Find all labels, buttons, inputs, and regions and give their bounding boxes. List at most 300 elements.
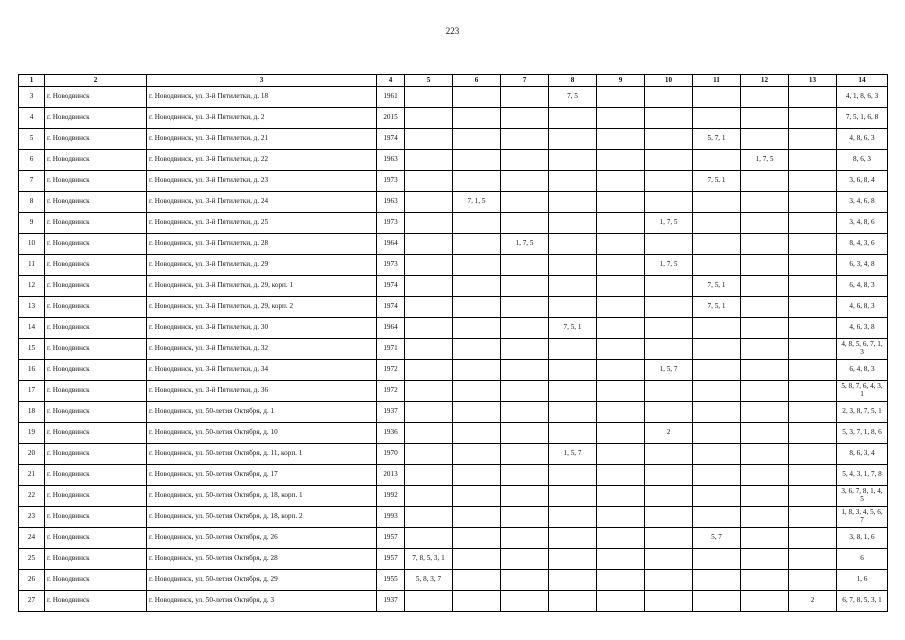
col10-cell xyxy=(645,318,693,339)
col9-cell xyxy=(597,192,645,213)
page-number: 223 xyxy=(445,26,460,36)
address-cell: г. Новодвинск, ул. 50-летия Октября, д. 26 xyxy=(147,528,377,549)
col12-cell xyxy=(741,528,789,549)
col8-cell xyxy=(549,381,597,402)
col8-cell: 7, 5 xyxy=(549,87,597,108)
col9-cell xyxy=(597,234,645,255)
col5-cell xyxy=(405,192,453,213)
col13-cell xyxy=(789,528,837,549)
col6-cell xyxy=(453,486,501,507)
table-row xyxy=(19,486,888,507)
row-number: 22 xyxy=(19,486,45,507)
col6-cell xyxy=(453,549,501,570)
col11-cell xyxy=(693,234,741,255)
row-number: 7 xyxy=(19,171,45,192)
col11-cell xyxy=(693,486,741,507)
table-row xyxy=(19,360,888,381)
col6-cell xyxy=(453,423,501,444)
address-cell: г. Новодвинск, ул. 3-й Пятилетки, д. 36 xyxy=(147,381,377,402)
col9-cell xyxy=(597,339,645,360)
settlement-cell: г. Новодвинск xyxy=(45,381,147,402)
table-row xyxy=(19,381,888,402)
address-cell: г. Новодвинск, ул. 50-летия Октября, д. 28 xyxy=(147,549,377,570)
address-cell: г. Новодвинск, ул. 3-й Пятилетки, д. 30 xyxy=(147,318,377,339)
col13-cell xyxy=(789,87,837,108)
col11-cell xyxy=(693,381,741,402)
address-cell: г. Новодвинск, ул. 3-й Пятилетки, д. 23 xyxy=(147,171,377,192)
year-cell: 1992 xyxy=(377,486,405,507)
col14-cell: 7, 5, 1, 6, 8 xyxy=(837,108,888,129)
address-cell: г. Новодвинск, ул. 50-летия Октября, д. 17 xyxy=(147,465,377,486)
col10-cell xyxy=(645,444,693,465)
col7-cell xyxy=(501,150,549,171)
row-number: 25 xyxy=(19,549,45,570)
column-header: 5 xyxy=(405,75,453,87)
row-number: 5 xyxy=(19,129,45,150)
col8-cell xyxy=(549,213,597,234)
table-row xyxy=(19,297,888,318)
row-number: 3 xyxy=(19,87,45,108)
col12-cell: 1, 7, 5 xyxy=(741,150,789,171)
col13-cell xyxy=(789,108,837,129)
row-number: 14 xyxy=(19,318,45,339)
address-cell: г. Новодвинск, ул. 50-летия Октября, д. 29 xyxy=(147,570,377,591)
col9-cell xyxy=(597,318,645,339)
col10-cell xyxy=(645,570,693,591)
row-number: 12 xyxy=(19,276,45,297)
col5-cell xyxy=(405,528,453,549)
col13-cell xyxy=(789,213,837,234)
col6-cell xyxy=(453,570,501,591)
col9-cell xyxy=(597,465,645,486)
table-row xyxy=(19,444,888,465)
col11-cell xyxy=(693,339,741,360)
col13-cell xyxy=(789,129,837,150)
col9-cell xyxy=(597,507,645,528)
column-header: 4 xyxy=(377,75,405,87)
row-number: 13 xyxy=(19,297,45,318)
col10-cell xyxy=(645,591,693,612)
col11-cell xyxy=(693,465,741,486)
col6-cell xyxy=(453,297,501,318)
col13-cell xyxy=(789,423,837,444)
col5-cell xyxy=(405,213,453,234)
col7-cell xyxy=(501,402,549,423)
col9-cell xyxy=(597,528,645,549)
column-header: 6 xyxy=(453,75,501,87)
col10-cell xyxy=(645,150,693,171)
year-cell: 1961 xyxy=(377,87,405,108)
col8-cell xyxy=(549,570,597,591)
col14-cell: 4, 8, 6, 3 xyxy=(837,129,888,150)
col9-cell xyxy=(597,402,645,423)
col14-cell: 3, 6, 8, 4 xyxy=(837,171,888,192)
col7-cell xyxy=(501,87,549,108)
table-row xyxy=(19,171,888,192)
address-cell: г. Новодвинск, ул. 3-й Пятилетки, д. 2 xyxy=(147,108,377,129)
col11-cell xyxy=(693,255,741,276)
year-cell: 1974 xyxy=(377,129,405,150)
table-row xyxy=(19,150,888,171)
col5-cell xyxy=(405,465,453,486)
col13-cell xyxy=(789,570,837,591)
address-cell: г. Новодвинск, ул. 50-летия Октября, д. 10 xyxy=(147,423,377,444)
col5-cell xyxy=(405,150,453,171)
col14-cell: 3, 8, 1, 6 xyxy=(837,528,888,549)
settlement-cell: г. Новодвинск xyxy=(45,276,147,297)
col11-cell xyxy=(693,87,741,108)
col5-cell xyxy=(405,360,453,381)
row-number: 26 xyxy=(19,570,45,591)
col6-cell xyxy=(453,87,501,108)
col6-cell xyxy=(453,276,501,297)
table-row xyxy=(19,507,888,528)
col9-cell xyxy=(597,276,645,297)
col10-cell: 2 xyxy=(645,423,693,444)
year-cell: 1972 xyxy=(377,381,405,402)
col11-cell xyxy=(693,423,741,444)
settlement-cell: г. Новодвинск xyxy=(45,465,147,486)
col14-cell: 6 xyxy=(837,549,888,570)
settlement-cell: г. Новодвинск xyxy=(45,87,147,108)
col9-cell xyxy=(597,570,645,591)
year-cell: 1937 xyxy=(377,402,405,423)
col10-cell xyxy=(645,234,693,255)
year-cell: 1957 xyxy=(377,549,405,570)
col9-cell xyxy=(597,108,645,129)
col12-cell xyxy=(741,339,789,360)
col9-cell xyxy=(597,297,645,318)
col9-cell xyxy=(597,486,645,507)
row-number: 24 xyxy=(19,528,45,549)
col5-cell xyxy=(405,129,453,150)
col9-cell xyxy=(597,423,645,444)
col5-cell xyxy=(405,171,453,192)
year-cell: 1973 xyxy=(377,255,405,276)
table-row xyxy=(19,108,888,129)
col10-cell xyxy=(645,108,693,129)
col13-cell: 2 xyxy=(789,591,837,612)
col12-cell xyxy=(741,108,789,129)
col13-cell xyxy=(789,381,837,402)
col13-cell xyxy=(789,360,837,381)
col11-cell: 5, 7 xyxy=(693,528,741,549)
col11-cell xyxy=(693,213,741,234)
col10-cell: 1, 7, 5 xyxy=(645,255,693,276)
col8-cell xyxy=(549,234,597,255)
col14-cell: 3, 6, 7, 8, 1, 4, 5 xyxy=(837,486,888,507)
col9-cell xyxy=(597,360,645,381)
col13-cell xyxy=(789,318,837,339)
col5-cell xyxy=(405,297,453,318)
col8-cell xyxy=(549,423,597,444)
col10-cell xyxy=(645,465,693,486)
column-header: 7 xyxy=(501,75,549,87)
col11-cell xyxy=(693,444,741,465)
col14-cell: 1, 6 xyxy=(837,570,888,591)
col6-cell xyxy=(453,213,501,234)
column-header: 14 xyxy=(837,75,888,87)
year-cell: 1972 xyxy=(377,360,405,381)
col5-cell: 5, 8, 3, 7 xyxy=(405,570,453,591)
col11-cell xyxy=(693,318,741,339)
table-row xyxy=(19,87,888,108)
col7-cell xyxy=(501,339,549,360)
table-row xyxy=(19,423,888,444)
col13-cell xyxy=(789,192,837,213)
year-cell: 2013 xyxy=(377,465,405,486)
row-number: 9 xyxy=(19,213,45,234)
col14-cell: 6, 7, 8, 5, 3, 1 xyxy=(837,591,888,612)
col12-cell xyxy=(741,402,789,423)
col7-cell xyxy=(501,360,549,381)
col6-cell xyxy=(453,150,501,171)
col14-cell: 6, 4, 8, 3 xyxy=(837,276,888,297)
col11-cell xyxy=(693,570,741,591)
col8-cell xyxy=(549,297,597,318)
col7-cell xyxy=(501,255,549,276)
col7-cell xyxy=(501,381,549,402)
col7-cell xyxy=(501,192,549,213)
year-cell: 1973 xyxy=(377,171,405,192)
settlement-cell: г. Новодвинск xyxy=(45,129,147,150)
col10-cell xyxy=(645,171,693,192)
col10-cell xyxy=(645,297,693,318)
address-cell: г. Новодвинск, ул. 3-й Пятилетки, д. 34 xyxy=(147,360,377,381)
row-number: 10 xyxy=(19,234,45,255)
col12-cell xyxy=(741,129,789,150)
col8-cell xyxy=(549,171,597,192)
year-cell: 1963 xyxy=(377,150,405,171)
col12-cell xyxy=(741,444,789,465)
row-number: 21 xyxy=(19,465,45,486)
settlement-cell: г. Новодвинск xyxy=(45,339,147,360)
row-number: 27 xyxy=(19,591,45,612)
col7-cell xyxy=(501,297,549,318)
settlement-cell: г. Новодвинск xyxy=(45,423,147,444)
col12-cell xyxy=(741,87,789,108)
year-cell: 1937 xyxy=(377,591,405,612)
header-row xyxy=(19,75,888,87)
col13-cell xyxy=(789,276,837,297)
col5-cell xyxy=(405,255,453,276)
table-row xyxy=(19,549,888,570)
col10-cell: 1, 7, 5 xyxy=(645,213,693,234)
col13-cell xyxy=(789,402,837,423)
row-number: 17 xyxy=(19,381,45,402)
table-row xyxy=(19,255,888,276)
col7-cell xyxy=(501,486,549,507)
col14-cell: 8, 6, 3, 4 xyxy=(837,444,888,465)
col9-cell xyxy=(597,255,645,276)
col7-cell xyxy=(501,213,549,234)
col10-cell xyxy=(645,402,693,423)
col12-cell xyxy=(741,486,789,507)
col6-cell xyxy=(453,402,501,423)
column-header: 10 xyxy=(645,75,693,87)
col6-cell xyxy=(453,339,501,360)
col8-cell xyxy=(549,276,597,297)
col8-cell xyxy=(549,507,597,528)
col14-cell: 4, 1, 8, 6, 3 xyxy=(837,87,888,108)
col14-cell: 8, 4, 3, 6 xyxy=(837,234,888,255)
col13-cell xyxy=(789,486,837,507)
settlement-cell: г. Новодвинск xyxy=(45,570,147,591)
address-cell: г. Новодвинск, ул. 3-й Пятилетки, д. 18 xyxy=(147,87,377,108)
settlement-cell: г. Новодвинск xyxy=(45,507,147,528)
col10-cell xyxy=(645,129,693,150)
col8-cell xyxy=(549,339,597,360)
col9-cell xyxy=(597,213,645,234)
year-cell: 1970 xyxy=(377,444,405,465)
table-row xyxy=(19,570,888,591)
col11-cell xyxy=(693,402,741,423)
address-cell: г. Новодвинск, ул. 50-летия Октября, д. 3 xyxy=(147,591,377,612)
col13-cell xyxy=(789,171,837,192)
col13-cell xyxy=(789,234,837,255)
col12-cell xyxy=(741,297,789,318)
col12-cell xyxy=(741,381,789,402)
year-cell: 1971 xyxy=(377,339,405,360)
table-row xyxy=(19,276,888,297)
col12-cell xyxy=(741,213,789,234)
column-header: 2 xyxy=(45,75,147,87)
col6-cell xyxy=(453,528,501,549)
table-row xyxy=(19,213,888,234)
col13-cell xyxy=(789,255,837,276)
col14-cell: 8, 6, 3 xyxy=(837,150,888,171)
col12-cell xyxy=(741,234,789,255)
year-cell: 1964 xyxy=(377,234,405,255)
col13-cell xyxy=(789,444,837,465)
row-number: 23 xyxy=(19,507,45,528)
settlement-cell: г. Новодвинск xyxy=(45,444,147,465)
col9-cell xyxy=(597,549,645,570)
col5-cell: 7, 8, 5, 3, 1 xyxy=(405,549,453,570)
year-cell: 2015 xyxy=(377,108,405,129)
address-cell: г. Новодвинск, ул. 3-й Пятилетки, д. 24 xyxy=(147,192,377,213)
col14-cell: 6, 4, 8, 3 xyxy=(837,360,888,381)
col8-cell xyxy=(549,591,597,612)
column-header: 11 xyxy=(693,75,741,87)
col14-cell: 5, 8, 7, 6, 4, 3, 1 xyxy=(837,381,888,402)
address-cell: г. Новодвинск, ул. 3-й Пятилетки, д. 32 xyxy=(147,339,377,360)
col7-cell xyxy=(501,549,549,570)
settlement-cell: г. Новодвинск xyxy=(45,318,147,339)
col12-cell xyxy=(741,570,789,591)
col11-cell: 7, 5, 1 xyxy=(693,297,741,318)
row-number: 15 xyxy=(19,339,45,360)
col14-cell: 2, 3, 8, 7, 5, 1 xyxy=(837,402,888,423)
col14-cell: 5, 3, 7, 1, 8, 6 xyxy=(837,423,888,444)
col5-cell xyxy=(405,486,453,507)
col10-cell: 1, 5, 7 xyxy=(645,360,693,381)
row-number: 4 xyxy=(19,108,45,129)
col11-cell: 7, 5, 1 xyxy=(693,276,741,297)
table-row xyxy=(19,528,888,549)
col13-cell xyxy=(789,150,837,171)
col6-cell xyxy=(453,108,501,129)
col5-cell xyxy=(405,402,453,423)
col5-cell xyxy=(405,381,453,402)
address-cell: г. Новодвинск, ул. 50-летия Октября, д. 18, корп. 1 xyxy=(147,486,377,507)
col12-cell xyxy=(741,423,789,444)
col10-cell xyxy=(645,486,693,507)
col10-cell xyxy=(645,381,693,402)
col7-cell xyxy=(501,171,549,192)
settlement-cell: г. Новодвинск xyxy=(45,528,147,549)
col7-cell xyxy=(501,276,549,297)
table-row xyxy=(19,234,888,255)
column-header: 1 xyxy=(19,75,45,87)
column-header: 12 xyxy=(741,75,789,87)
col11-cell xyxy=(693,360,741,381)
settlement-cell: г. Новодвинск xyxy=(45,213,147,234)
settlement-cell: г. Новодвинск xyxy=(45,234,147,255)
col7-cell xyxy=(501,570,549,591)
col9-cell xyxy=(597,129,645,150)
year-cell: 1993 xyxy=(377,507,405,528)
col13-cell xyxy=(789,549,837,570)
table-row xyxy=(19,192,888,213)
row-number: 20 xyxy=(19,444,45,465)
col9-cell xyxy=(597,87,645,108)
column-header: 8 xyxy=(549,75,597,87)
col11-cell xyxy=(693,150,741,171)
settlement-cell: г. Новодвинск xyxy=(45,297,147,318)
col13-cell xyxy=(789,465,837,486)
col14-cell: 1, 8, 3, 4, 5, 6, 7 xyxy=(837,507,888,528)
col12-cell xyxy=(741,591,789,612)
settlement-cell: г. Новодвинск xyxy=(45,591,147,612)
settlement-cell: г. Новодвинск xyxy=(45,486,147,507)
address-cell: г. Новодвинск, ул. 3-й Пятилетки, д. 29, корп. 2 xyxy=(147,297,377,318)
col6-cell xyxy=(453,444,501,465)
col10-cell xyxy=(645,507,693,528)
col11-cell xyxy=(693,192,741,213)
col6-cell xyxy=(453,129,501,150)
year-cell: 1955 xyxy=(377,570,405,591)
col13-cell xyxy=(789,507,837,528)
col12-cell xyxy=(741,549,789,570)
year-cell: 1936 xyxy=(377,423,405,444)
settlement-cell: г. Новодвинск xyxy=(45,549,147,570)
col8-cell xyxy=(549,129,597,150)
year-cell: 1973 xyxy=(377,213,405,234)
col5-cell xyxy=(405,507,453,528)
address-cell: г. Новодвинск, ул. 3-й Пятилетки, д. 21 xyxy=(147,129,377,150)
col7-cell xyxy=(501,318,549,339)
col10-cell xyxy=(645,339,693,360)
row-number: 16 xyxy=(19,360,45,381)
column-header: 9 xyxy=(597,75,645,87)
settlement-cell: г. Новодвинск xyxy=(45,150,147,171)
col12-cell xyxy=(741,192,789,213)
year-cell: 1963 xyxy=(377,192,405,213)
col8-cell xyxy=(549,255,597,276)
col8-cell xyxy=(549,486,597,507)
col7-cell xyxy=(501,465,549,486)
col6-cell: 7, 1, 5 xyxy=(453,192,501,213)
col5-cell xyxy=(405,234,453,255)
table-row xyxy=(19,318,888,339)
col12-cell xyxy=(741,255,789,276)
address-cell: г. Новодвинск, ул. 50-летия Октября, д. 18, корп. 2 xyxy=(147,507,377,528)
settlement-cell: г. Новодвинск xyxy=(45,360,147,381)
col8-cell xyxy=(549,549,597,570)
settlement-cell: г. Новодвинск xyxy=(45,108,147,129)
col9-cell xyxy=(597,591,645,612)
